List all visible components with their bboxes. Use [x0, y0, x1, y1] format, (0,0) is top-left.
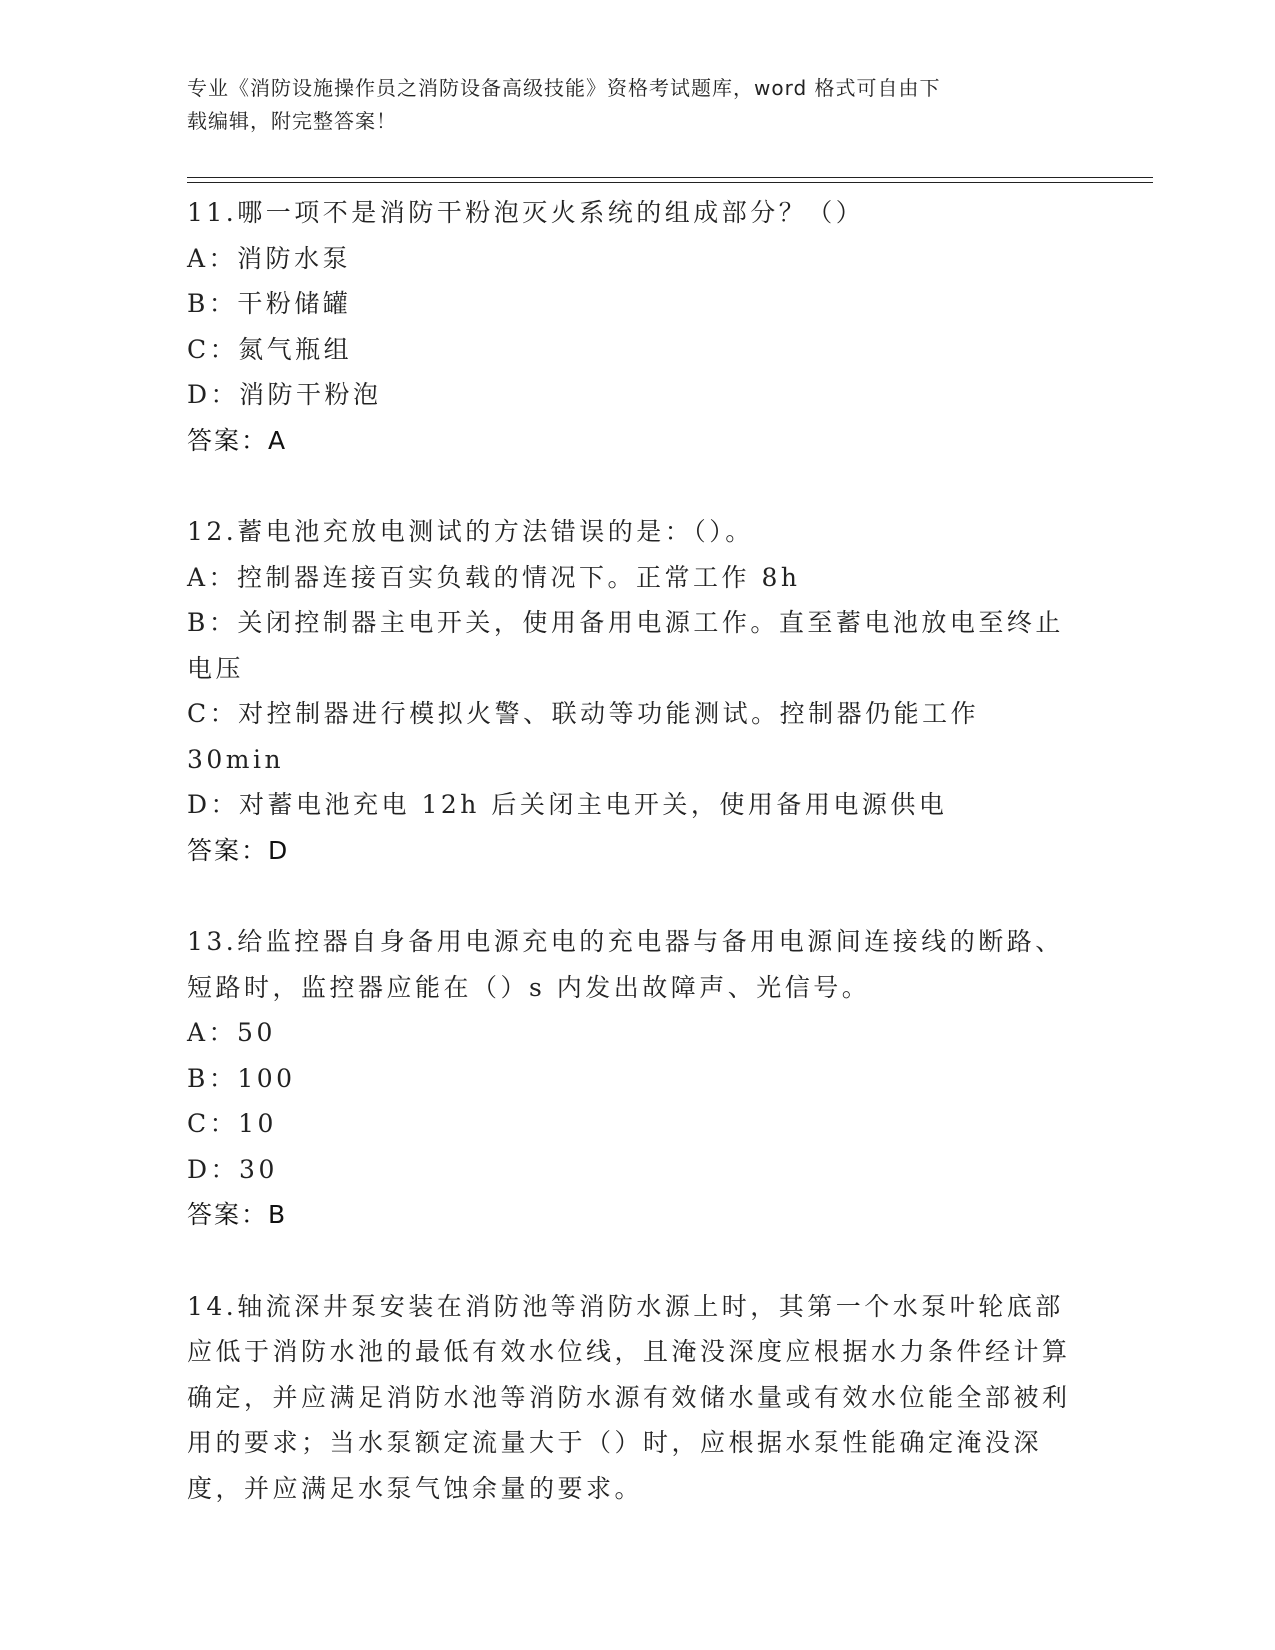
question-11 — [187, 190, 1087, 463]
option-a: A：50 — [187, 1018, 276, 1047]
option-b: B：干粉储罐 — [187, 289, 352, 318]
option-a: A：消防水泵 — [187, 243, 352, 273]
option-b: B：100 — [187, 1063, 296, 1093]
question-stem: 11.哪一项不是消防干粉泡灭火系统的组成部分？（） — [187, 198, 865, 227]
option-d: D：30 — [187, 1154, 278, 1184]
option-c: C：氮气瓶组 — [187, 334, 353, 364]
option-d: D：消防干粉泡 — [187, 380, 382, 409]
question-stem: 13.给监控器自身备用电源充电的充电器与备用电源间连接线的断路、短路时，监控器应能在（）s 内发出故障声、光信号。 — [187, 927, 1064, 1002]
option-c: C：对控制器进行模拟火警、联动等功能测试。控制器仍能工作 30min — [187, 699, 980, 774]
header-line-1: 专业《消防设施操作员之消防设备高级技能》资格考试题库，word 格式可自由下 — [187, 76, 941, 100]
document-header — [187, 72, 1067, 138]
question-13 — [187, 919, 1087, 1238]
question-stem: 12.蓄电池充放电测试的方法错误的是：（）。 — [187, 517, 754, 546]
option-d: D：对蓄电池充电 12h 后关闭主电开关，使用备用电源供电 — [187, 790, 948, 819]
question-list — [187, 190, 1087, 1557]
answer-label: 答案：D — [187, 835, 290, 865]
header-divider-bottom — [187, 182, 1153, 183]
question-14 — [187, 1284, 1087, 1512]
question-stem: 14.轴流深井泵安装在消防池等消防水源上时，其第一个水泵叶轮底部应低于消防水池的最低有效水位线，且淹没深度应根据水力条件经计算确定，并应满足消防水池等消防水源有效储水量或有效水位能全部被利用的要求；当水泵额定流量大于（）时，应根据水泵性能确定淹没深度，并应满足水泵气蚀余量的要求。 — [187, 1291, 1071, 1503]
option-a: A：控制器连接百实负载的情况下。正常工作 8h — [187, 562, 801, 592]
answer-label: 答案：A — [187, 425, 288, 455]
option-c: C：10 — [187, 1109, 277, 1138]
header-divider-top — [187, 177, 1153, 178]
answer-label: 答案：B — [187, 1200, 288, 1229]
option-b: B：关闭控制器主电开关，使用备用电源工作。直至蓄电池放电至终止电压 — [187, 608, 1064, 683]
header-line-2: 载编辑，附完整答案！ — [187, 109, 397, 133]
question-12 — [187, 509, 1087, 873]
